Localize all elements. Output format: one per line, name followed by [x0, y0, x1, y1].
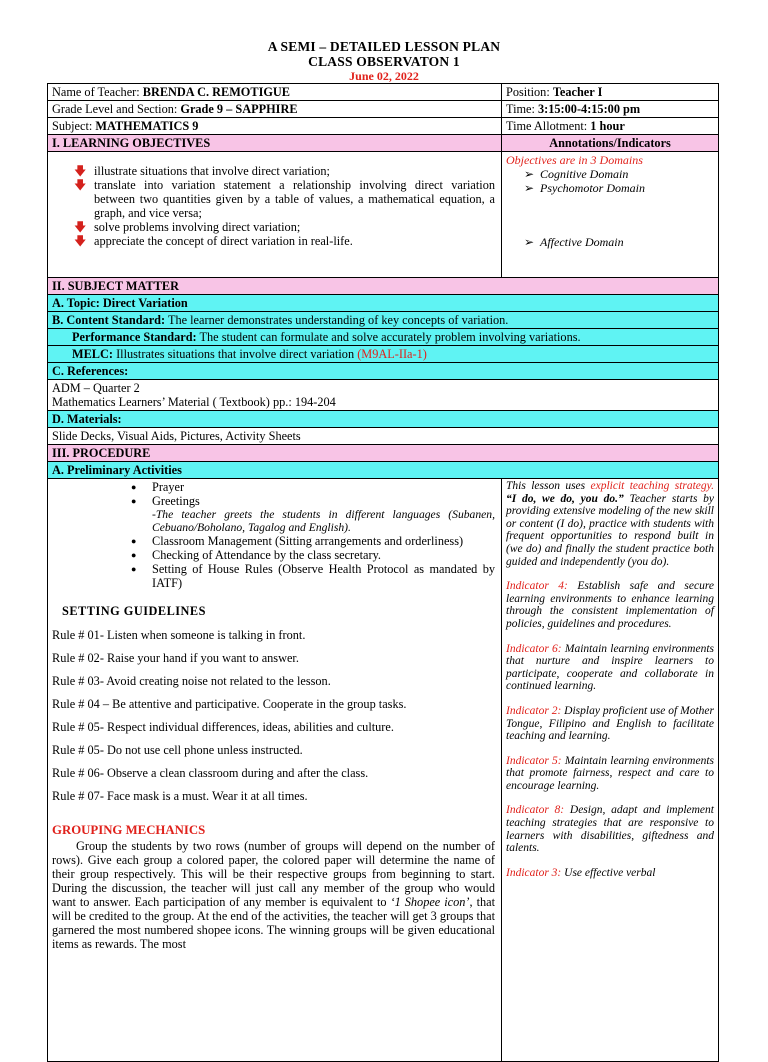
references-label: C. References: [48, 363, 719, 380]
indicator-8: Indicator 8: Design, adapt and implement teaching strategies that are responsive to learners with disabilities, giftedness and talents. [506, 804, 714, 855]
rule-item: Rule # 02- Raise your hand if you want to answer. [52, 651, 299, 665]
rule-item: Rule # 05- Respect individual differences, ideas, abilities and culture. [52, 720, 394, 734]
prelim-heading: A. Preliminary Activities [48, 462, 719, 479]
references-header-row [48, 363, 719, 380]
topic-row [48, 295, 719, 312]
reference-item: Mathematics Learners’ Material ( Textbook) pp.: 194-204 [52, 395, 336, 409]
arrow-down-icon: 🡇 [74, 234, 87, 248]
objective-item: 🡇 translate into variation statement a relationship involving direct variation between two quantities given by a table of values, a mathematical equation, a graph, and vice versa; [74, 178, 495, 220]
arrow-down-icon: 🡇 [74, 220, 87, 234]
indicator-3: Indicator 3: Use effective verbal [506, 866, 656, 879]
objective-item: 🡇 appreciate the concept of direct variation in real-life. [74, 234, 353, 248]
content-standard-row [48, 312, 719, 329]
allotment-value: 1 hour [590, 119, 625, 133]
position-value: Teacher I [552, 85, 603, 99]
objective-item: 🡇 solve problems involving direct variation; [74, 220, 301, 234]
materials-row [48, 428, 719, 445]
grade-row [48, 101, 719, 118]
annotations-heading: Annotations/Indicators [502, 135, 719, 152]
document-subtitle: CLASS OBSERVATON 1 [308, 54, 460, 69]
topic-label: A. Topic: Direct Variation [48, 295, 719, 312]
objectives-row [48, 152, 719, 278]
objectives-heading: I. LEARNING OBJECTIVES [48, 135, 502, 152]
activity-house-rules: ● Setting of House Rules (Observe Health Protocol as mandated by IATF) [122, 562, 495, 590]
indicator-4: Indicator 4: Establish safe and secure learning environments to enhance learning through the consistent implementation of policies, guidelines and procedures. [506, 580, 714, 630]
indicator-6: Indicator 6: Maintain learning environments that nurture and inspire learners to participate, cooperate and collaborate in continued learning. [506, 642, 714, 693]
domain-item: ➢ Cognitive Domain [524, 167, 714, 181]
grouping-text: Group the students by two rows (number of groups will depend on the number of rows). Give each group a colored paper, the colored paper will determine the name of their group respectively. This will be their respective groups from beginning to start. During the discussion, the teacher will just call any member of the group who would want to answer. Each participation of any member is equivalent to ‘1 Shopee icon’, that will be credited to the group. At the end of the activities, the teacher will get 3 groups that garnered the most numbered shopee icons. The winning groups will be given educational items as rewards. The most [52, 839, 496, 951]
time-value: 3:15:00-4:15:00 pm [538, 102, 641, 116]
position-cell: Position: Teacher I [502, 84, 719, 101]
activity-prayer: ● Prayer [122, 480, 495, 494]
time-cell: Time: 3:15:00-4:15:00 pm [502, 101, 719, 118]
grouping-heading: GROUPING MECHANICS [52, 823, 206, 837]
rule-item: Rule # 04 – Be attentive and participative. Cooperate in the group tasks. [52, 697, 407, 711]
arrow-down-icon: 🡇 [74, 164, 87, 178]
objective-item: 🡇 illustrate situations that involve direct variation; [74, 164, 330, 178]
procedure-header-row [48, 445, 719, 462]
indicator-2: Indicator 2: Display proficient use of Mother Tongue, Filipino and English to facilitate teaching and learning. [506, 704, 714, 743]
references-list [48, 380, 719, 411]
procedure-heading: III. PROCEDURE [48, 445, 719, 462]
melc: MELC: Illustrates situations that involve direct variation (M9AL-IIa-1) [48, 346, 719, 363]
content-standard: B. Content Standard: The learner demonstrates understanding of key concepts of variation. [48, 312, 719, 329]
subject-matter-heading: II. SUBJECT MATTER [48, 278, 719, 295]
objectives-header-row [48, 135, 719, 152]
rule-item: Rule # 05- Do not use cell phone unless instructed. [52, 743, 303, 757]
strategy-note: This lesson uses explicit teaching strategy. “I do, we do, you do.” Teacher starts by providing extensive modeling of the new skill or content (I do), practice with students with frequent opportunities to respond built in (we do) and finally the student practice both guided and independently (you do). [506, 480, 715, 568]
references-row [48, 380, 719, 411]
teacher-cell: Name of Teacher: BRENDA C. REMOTIGUE [48, 84, 502, 101]
activity-classroom: ● Classroom Management (Sitting arrangements and orderliness) [122, 534, 495, 548]
subject-matter-header-row [48, 278, 719, 295]
grade-cell: Grade Level and Section: Grade 9 – SAPPHIRE [48, 101, 502, 118]
document-date: June 02, 2022 [349, 69, 419, 83]
teacher-name: BRENDA C. REMOTIGUE [142, 85, 291, 99]
objectives-list [48, 152, 502, 278]
rule-item: Rule # 01- Listen when someone is talking in front. [52, 628, 306, 642]
allotment-cell: Time Allotment: 1 hour [502, 118, 719, 135]
subject-value: MATHEMATICS 9 [95, 119, 199, 133]
prelim-header-row [48, 462, 719, 479]
guidelines-heading: SETTING GUIDELINES [62, 604, 206, 618]
procedure-body-row [48, 479, 719, 1062]
performance-standard-row [48, 329, 719, 346]
activity-attendance: ● Checking of Attendance by the class secretary. [122, 548, 495, 562]
rule-item: Rule # 07- Face mask is a must. Wear it at all times. [52, 789, 308, 803]
activity-greetings: ● Greetings [122, 494, 495, 508]
rules-list [52, 628, 495, 803]
annotations-cell [502, 479, 719, 1062]
subject-row [48, 118, 719, 135]
prelim-activities [52, 480, 495, 590]
rule-item: Rule # 06- Observe a clean classroom during and after the class. [52, 766, 369, 780]
melc-row [48, 346, 719, 363]
rule-item: Rule # 03- Avoid creating noise not related to the lesson. [52, 674, 331, 688]
domain-item: ➢ Affective Domain [524, 235, 714, 249]
arrow-down-icon: 🡇 [74, 178, 87, 192]
domain-item: ➢ Psychomotor Domain [524, 181, 714, 195]
procedure-body [48, 479, 502, 1062]
indicator-5: Indicator 5: Maintain learning environments that promote fairness, respect and care to encourage learning. [506, 754, 714, 792]
materials-header-row [48, 411, 719, 428]
melc-code: (M9AL-IIa-1) [357, 347, 427, 361]
teacher-row [48, 84, 719, 101]
lesson-plan-table [47, 83, 719, 1062]
subject-cell: Subject: MATHEMATICS 9 [48, 118, 502, 135]
materials-value: Slide Decks, Visual Aids, Pictures, Activity Sheets [48, 428, 719, 445]
reference-item: ADM – Quarter 2 [52, 381, 140, 395]
document-title: A SEMI – DETAILED LESSON PLAN [267, 39, 501, 54]
grade-value: Grade 9 – SAPPHIRE [180, 102, 298, 116]
domains-intro: Objectives are in 3 Domains [506, 153, 643, 167]
domains-cell [502, 152, 719, 278]
materials-label: D. Materials: [48, 411, 719, 428]
performance-standard: Performance Standard: The student can formulate and solve accurately problem involving variations. [48, 329, 719, 346]
greetings-note: -The teacher greets the students in different languages (Subanen, Cebuano/Boholano, Tagalog and English). [152, 508, 495, 534]
